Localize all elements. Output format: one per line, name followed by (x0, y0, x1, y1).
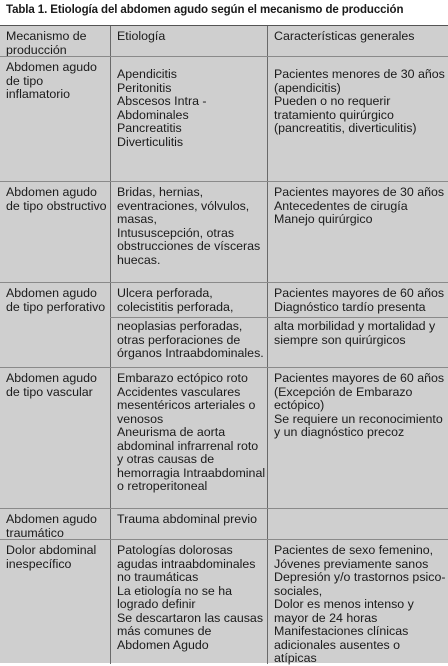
table-row (0, 181, 448, 283)
etiology-cell: Ulcera perforada, colecistitis perforada, neoplasias perforadas, otras perforaciones de órganos Intraabdominales. (110, 283, 267, 368)
etiology-table (0, 25, 448, 663)
table-row (0, 367, 448, 509)
etiology-cell: Trauma abdominal previo (110, 509, 267, 540)
characteristics-cell: Pacientes mayores de 60 años (Excepción de Embarazo ectópico) Se requiere un reconocimiento y un diagnóstico precoz (267, 368, 448, 509)
table-row (0, 539, 448, 664)
table-row (0, 508, 448, 540)
header-characteristics: Características generales (267, 26, 448, 57)
characteristics-cell: Pacientes mayores de 60 años Diagnóstico tardío presenta alta morbilidad y mortalidad y siempre son quirúrgicos (267, 283, 448, 368)
table-row (0, 56, 448, 182)
mechanism-cell: Abdomen agudo de tipo obstructivo (6, 185, 107, 213)
characteristics-cell: Pacientes menores de 30 años (apendicitis) Pueden o no requerir tratamiento quirúrgico (pancreatitis, diverticulitis) (267, 57, 448, 182)
mechanism-cell: Abdomen agudo de tipo inflamatorio (6, 60, 97, 101)
inner-divider (110, 317, 448, 318)
mechanism-cell: Abdomen agudo de tipo vascular (6, 371, 97, 399)
mechanism-cell: Dolor abdominal inespecífico (6, 543, 97, 571)
characteristics-cell: Pacientes mayores de 30 años Antecedentes de cirugía Manejo quirúrgico (267, 182, 448, 283)
header-mechanism: Mecanismo de producción (6, 29, 87, 57)
table-header-row (0, 25, 448, 57)
etiology-cell: Apendicitis Peritonitis Abscesos Intra - Abdominales Pancreatitis Diverticulitis (110, 57, 267, 182)
etiology-cell: Embarazo ectópico roto Accidentes vasculares mesentéricos arteriales o venosos Aneurisma de aorta abdominal infrarrenal roto y otras causas de hemorragia Intraabdominal o retroperitoneal (110, 368, 267, 509)
characteristics-cell (267, 509, 448, 540)
characteristics-cell: Pacientes de sexo femenino, Jóvenes previamente sanos Depresión y/o trastornos psico- sociales, Dolor es menos intenso y mayor de 24 horas Manifestaciones clínicas adicionales ausentes o atípicas (267, 540, 448, 664)
mechanism-cell: Abdomen agudo traumático (6, 512, 97, 540)
mechanism-cell: Abdomen agudo de tipo perforativo (6, 286, 106, 314)
table-row (0, 282, 448, 368)
table-caption: Tabla 1. Etiología del abdomen agudo según el mecanismo de producción (6, 4, 404, 16)
etiology-cell: Bridas, hernias, eventraciones, vólvulos, masas, Intususcepción, otras obstrucciones de vísceras huecas. (110, 182, 267, 283)
etiology-cell: Patologías dolorosas agudas intraabdominales no traumáticas La etiología no se ha logrado definir Se descartaron las causas más comunes de Abdomen Agudo (110, 540, 267, 664)
header-etiology: Etiología (110, 26, 267, 57)
